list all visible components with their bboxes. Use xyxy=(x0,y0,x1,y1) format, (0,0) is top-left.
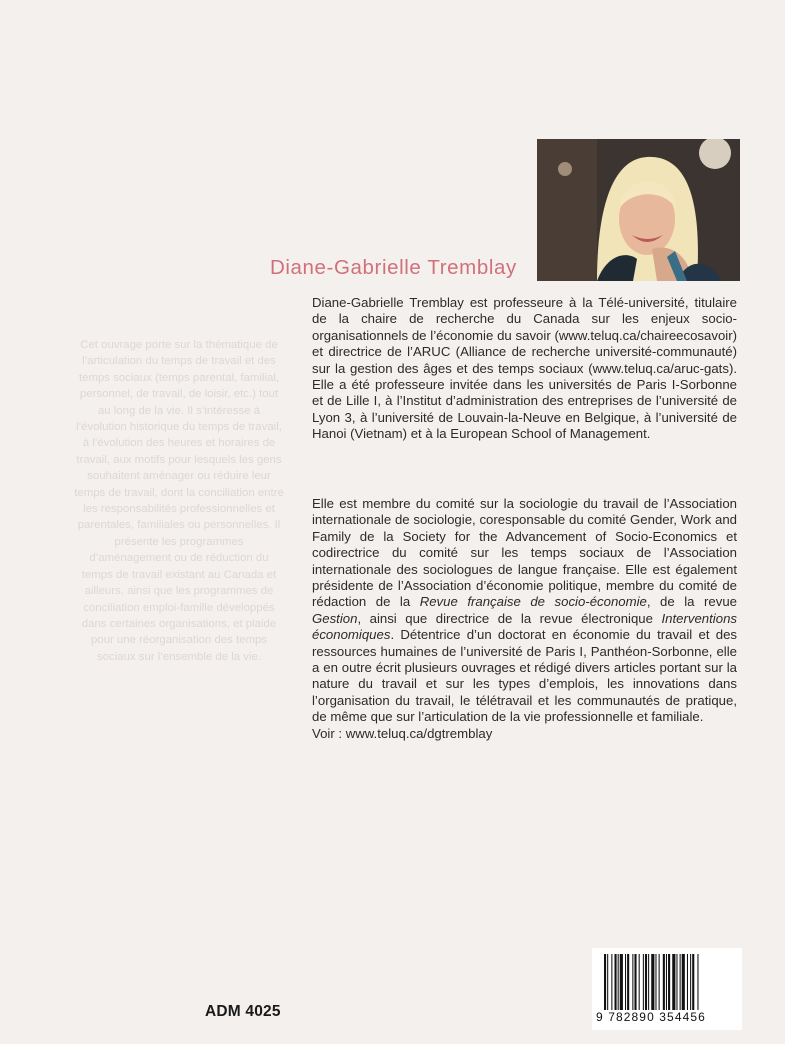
barcode-bar xyxy=(692,954,694,1010)
barcode-bar xyxy=(634,954,636,1010)
barcode-bar xyxy=(648,954,649,1010)
barcode-bar xyxy=(666,954,667,1010)
isbn-number: 9 782890 354456 xyxy=(596,1010,706,1024)
barcode-bar xyxy=(627,954,629,1010)
barcode-bar xyxy=(682,954,685,1010)
barcode-bar xyxy=(690,954,691,1010)
barcode-bar xyxy=(607,954,608,1010)
bio-paragraph-1 xyxy=(312,295,737,443)
barcode-bar xyxy=(655,954,656,1010)
bio-paragraph-2-text xyxy=(312,496,737,726)
barcode-bar xyxy=(615,954,617,1010)
barcode-bar xyxy=(651,954,654,1010)
barcode-bar xyxy=(672,954,675,1010)
author-name: Diane-Gabrielle Tremblay xyxy=(270,256,517,279)
journal-title: Interventions économiques xyxy=(312,610,737,643)
barcode-bar xyxy=(659,954,660,1010)
barcode-bar xyxy=(639,954,640,1010)
barcode-bar xyxy=(645,954,647,1010)
author-photo xyxy=(537,139,740,281)
bio-text: , de la revue xyxy=(646,594,737,610)
catalog-code: ADM 4025 xyxy=(205,1003,281,1020)
barcode-bar xyxy=(620,954,623,1010)
barcode-bar xyxy=(676,954,677,1010)
journal-title: Gestion xyxy=(312,610,358,626)
bio-text: , ainsi que directrice de la revue électronique xyxy=(357,610,662,626)
barcode-bar xyxy=(643,954,644,1010)
barcode-bar xyxy=(625,954,626,1010)
barcode-bar xyxy=(668,954,670,1010)
author-website: Voir : www.teluq.ca/dgtremblay xyxy=(312,725,493,741)
book-summary: Cet ouvrage porte sur la thématique de l’articulation du temps de travail et des temps sociaux (temps parental, familial, personnel, de travail, de loisir, etc.) tout au long de la vie. Il s’intéresse à l’évolution historique du temps de travail, à l’évolution des heures et horaires de travail, aux motifs pour lesquels les gens souhaitent aménager ou réduire leur temps de travail, dont la conciliation entre les responsabilités professionnelles et parentales, familiales ou personnelles. Il présente les programmes d’aménagement ou de réduction du temps de travail existant au Canada et ailleurs, ainsi que les programmes de conciliation emploi-famille développés dans certaines organisations, et plaide pour une réorganisation des temps sociaux sur l’ensemble de la vie. xyxy=(74,339,284,663)
isbn-barcode xyxy=(592,948,742,1030)
bio-paragraph-2 xyxy=(312,496,737,742)
bio-text: Elle est membre du comité sur la sociologie du travail de l’Association internationale de sociologie, coresponsable du comité Gender, Work and Family de la Society for the Advancement of Socio-Economics et codirectrice du comité sur les temps sociaux de l’Association internationale des sociologues de langue française. Elle est également présidente de l’Association d’économie politique, membre du comité de rédaction de la xyxy=(312,496,737,610)
barcode-bars xyxy=(604,954,732,1010)
barcode-bar xyxy=(632,954,633,1010)
barcode-bar xyxy=(680,954,681,1010)
bio-paragraph-1-text: Diane-Gabrielle Tremblay est professeure à la Télé-université, titulaire de la chaire de recherche du Canada sur les enjeux socio-organisationnels de l’économie du savoir (www.teluq.ca/chaireecosavoir) et directrice de l’ARUC (Alliance de recherche université-communauté) sur la gestion des âges et des temps sociaux (www.teluq.ca/aruc-gats). Elle a été professeure invitée dans les universités de Paris I-Sorbonne et de Lille I, à l’Institut d’administration des entreprises de l’université de Lyon 3, à l’université de Louvain-la-Neuve en Belgique, à l’université de Hanoi (Vietnam) et à la European School of Management. xyxy=(312,295,737,442)
barcode-bar xyxy=(611,954,612,1010)
barcode-bar xyxy=(618,954,619,1010)
barcode-bar xyxy=(687,954,688,1010)
barcode-bar xyxy=(697,954,698,1010)
barcode-bar xyxy=(663,954,665,1010)
barcode-bar xyxy=(604,954,606,1010)
bio-text: . Détentrice d’un doctorat en économie du travail et des ressources humaines de l’université de Paris I, Panthéon-Sorbonne, elle a en outre écrit plusieurs ouvrages et rédigé divers articles portant sur la nature du travail et sur les types d’emplois, les innovations dans l’organisation du travail, le télétravail et les communautés de pratique, de même que sur l’articulation de la vie professionnelle et familiale. xyxy=(312,627,737,725)
journal-title: Revue française de socio-économie xyxy=(419,594,647,610)
